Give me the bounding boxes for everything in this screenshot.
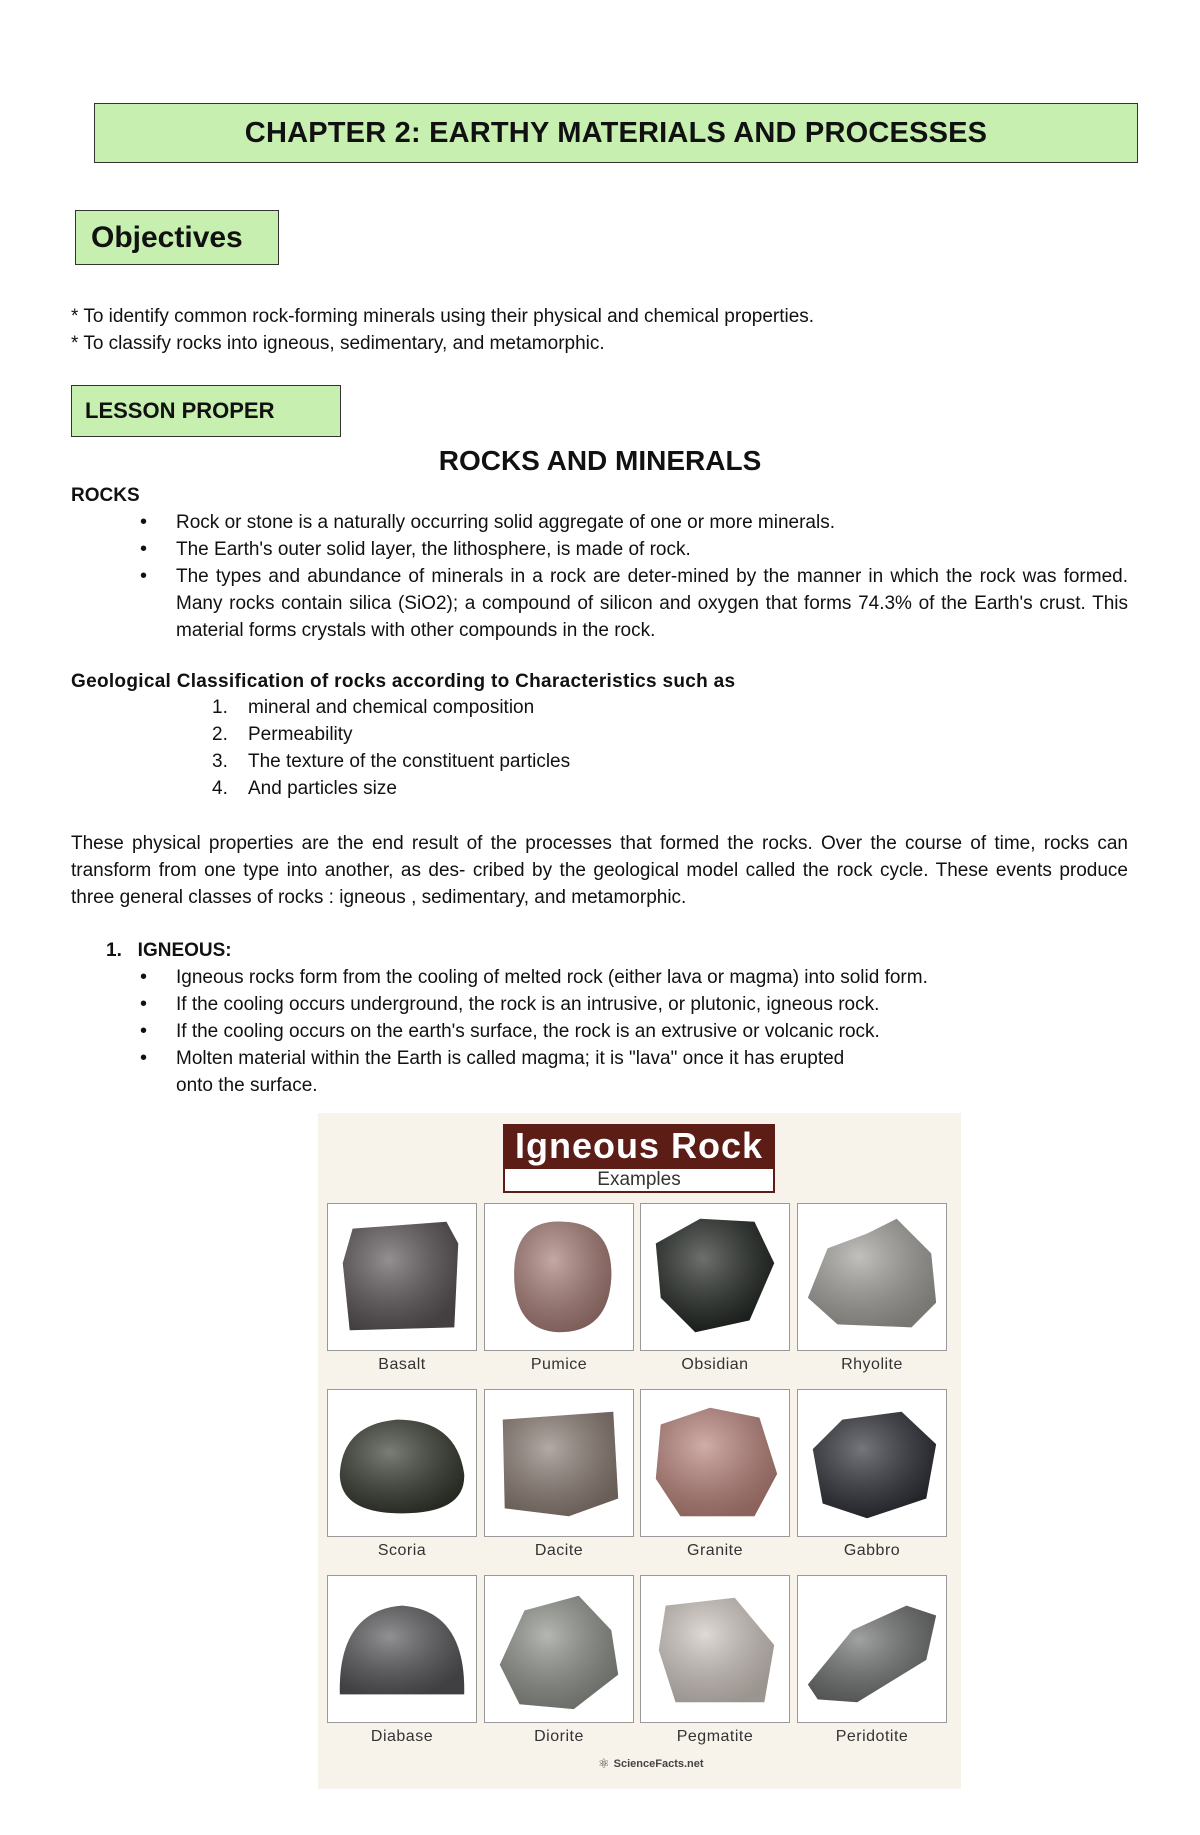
rock-label: Obsidian: [681, 1356, 749, 1373]
rock-image: [485, 1575, 633, 1723]
list-number: 4.: [212, 778, 228, 799]
section-title: ROCKS AND MINERALS: [438, 445, 762, 476]
rock-image: [328, 1389, 476, 1537]
list-text: And particles size: [248, 778, 397, 799]
rock-tile-diorite: [484, 1575, 634, 1723]
rock-image: [485, 1389, 633, 1537]
igneous-heading: 1. IGNEOUS:: [106, 940, 232, 961]
rock-tile-peridotite: [797, 1575, 947, 1723]
rock-tile-dacite: [484, 1389, 634, 1537]
rock-tile-pegmatite: [640, 1575, 790, 1723]
list-text: Permeability: [248, 724, 353, 745]
poster-title: Igneous Rock: [503, 1124, 775, 1167]
rock-label: Dacite: [534, 1542, 584, 1559]
rock-tile-granite: [640, 1389, 790, 1537]
rock-image: [641, 1203, 789, 1351]
list-item: • The types and abundance of minerals in a rock are deter-mined by the manner in which the rock was formed. Many rocks contain silica (SiO2); a compound of silicon and oxygen that forms 74.3% of the Earth's crust. This material forms crystals with other compounds in the rock.: [176, 563, 1128, 644]
rock-label: Pegmatite: [676, 1728, 754, 1745]
rock-image: [641, 1389, 789, 1537]
objective-item: * To classify rocks into igneous, sedimentary, and metamorphic.: [71, 333, 605, 354]
list-item: [212, 694, 912, 721]
objectives-heading: Objectives: [75, 210, 279, 265]
rock-image: [328, 1203, 476, 1351]
rock-tile-diabase: [327, 1575, 477, 1723]
rock-label: Diabase: [370, 1728, 434, 1745]
list-number: 3.: [212, 751, 228, 772]
list-number: 1.: [212, 697, 228, 718]
list-item: [212, 775, 912, 802]
rock-image: [798, 1203, 946, 1351]
rock-label: Scoria: [377, 1542, 427, 1559]
rock-label: Peridotite: [835, 1728, 909, 1745]
list-number: 2.: [212, 724, 228, 745]
classification-list: [212, 694, 912, 802]
list-item: • The Earth's outer solid layer, the lithosphere, is made of rock.: [176, 536, 1128, 563]
list-text: mineral and chemical composition: [248, 697, 535, 718]
rock-tile-pumice: [484, 1203, 634, 1351]
rock-cycle-paragraph: These physical properties are the end result of the processes that formed the rocks. Over the course of time, rocks can transform from one type into another, as des- cribed by the geological model called the rock cycle. These events produce three general classes of rocks : igneous , sedimentary, and metamorphic.: [71, 833, 1128, 908]
list-item: [212, 748, 912, 775]
credit-text: ScienceFacts.net: [613, 1758, 704, 1770]
rock-image: [485, 1203, 633, 1351]
rock-tile-scoria: [327, 1389, 477, 1537]
list-item: • Rock or stone is a naturally occurring solid aggregate of one or more minerals.: [176, 509, 1128, 536]
rock-image: [798, 1575, 946, 1723]
chapter-title: CHAPTER 2: EARTHY MATERIALS AND PROCESSES: [94, 103, 1138, 163]
list-item: [212, 721, 912, 748]
list-item: • Molten material within the Earth is called magma; it is "lava" once it has erupted onto the surface.: [176, 1045, 866, 1099]
rock-label: Granite: [687, 1542, 743, 1559]
rock-image: [328, 1575, 476, 1723]
rock-tile-obsidian: [640, 1203, 790, 1351]
rock-image: [641, 1575, 789, 1723]
rock-label: Basalt: [378, 1356, 426, 1373]
poster-credit: [598, 1756, 704, 1772]
atom-icon: ⚛: [598, 1756, 610, 1771]
rock-label: Diorite: [534, 1728, 584, 1745]
igneous-bullet-list: [176, 964, 1056, 1099]
objective-item: * To identify common rock-forming minerals using their physical and chemical properties.: [71, 306, 815, 327]
poster-subtitle: Examples: [503, 1167, 775, 1193]
rocks-label: ROCKS: [71, 485, 140, 506]
rock-tile-rhyolite: [797, 1203, 947, 1351]
list-item: • Igneous rocks form from the cooling of melted rock (either lava or magma) into solid form.: [176, 964, 1056, 991]
rock-image: [798, 1389, 946, 1537]
lesson-heading: LESSON PROPER: [71, 385, 341, 437]
rock-tile-gabbro: [797, 1389, 947, 1537]
list-item: • If the cooling occurs underground, the rock is an intrusive, or plutonic, igneous rock.: [176, 991, 1056, 1018]
rock-label: Pumice: [530, 1356, 588, 1373]
list-text: The texture of the constituent particles: [248, 751, 571, 772]
rock-tile-basalt: [327, 1203, 477, 1351]
igneous-rock-poster: [318, 1113, 961, 1789]
rocks-bullet-list: [176, 509, 1128, 644]
classification-heading: Geological Classification of rocks according to Characteristics such as: [71, 671, 736, 692]
rock-label: Rhyolite: [841, 1356, 903, 1373]
list-item: • If the cooling occurs on the earth's surface, the rock is an extrusive or volcanic rock.: [176, 1018, 1056, 1045]
rock-label: Gabbro: [843, 1542, 901, 1559]
